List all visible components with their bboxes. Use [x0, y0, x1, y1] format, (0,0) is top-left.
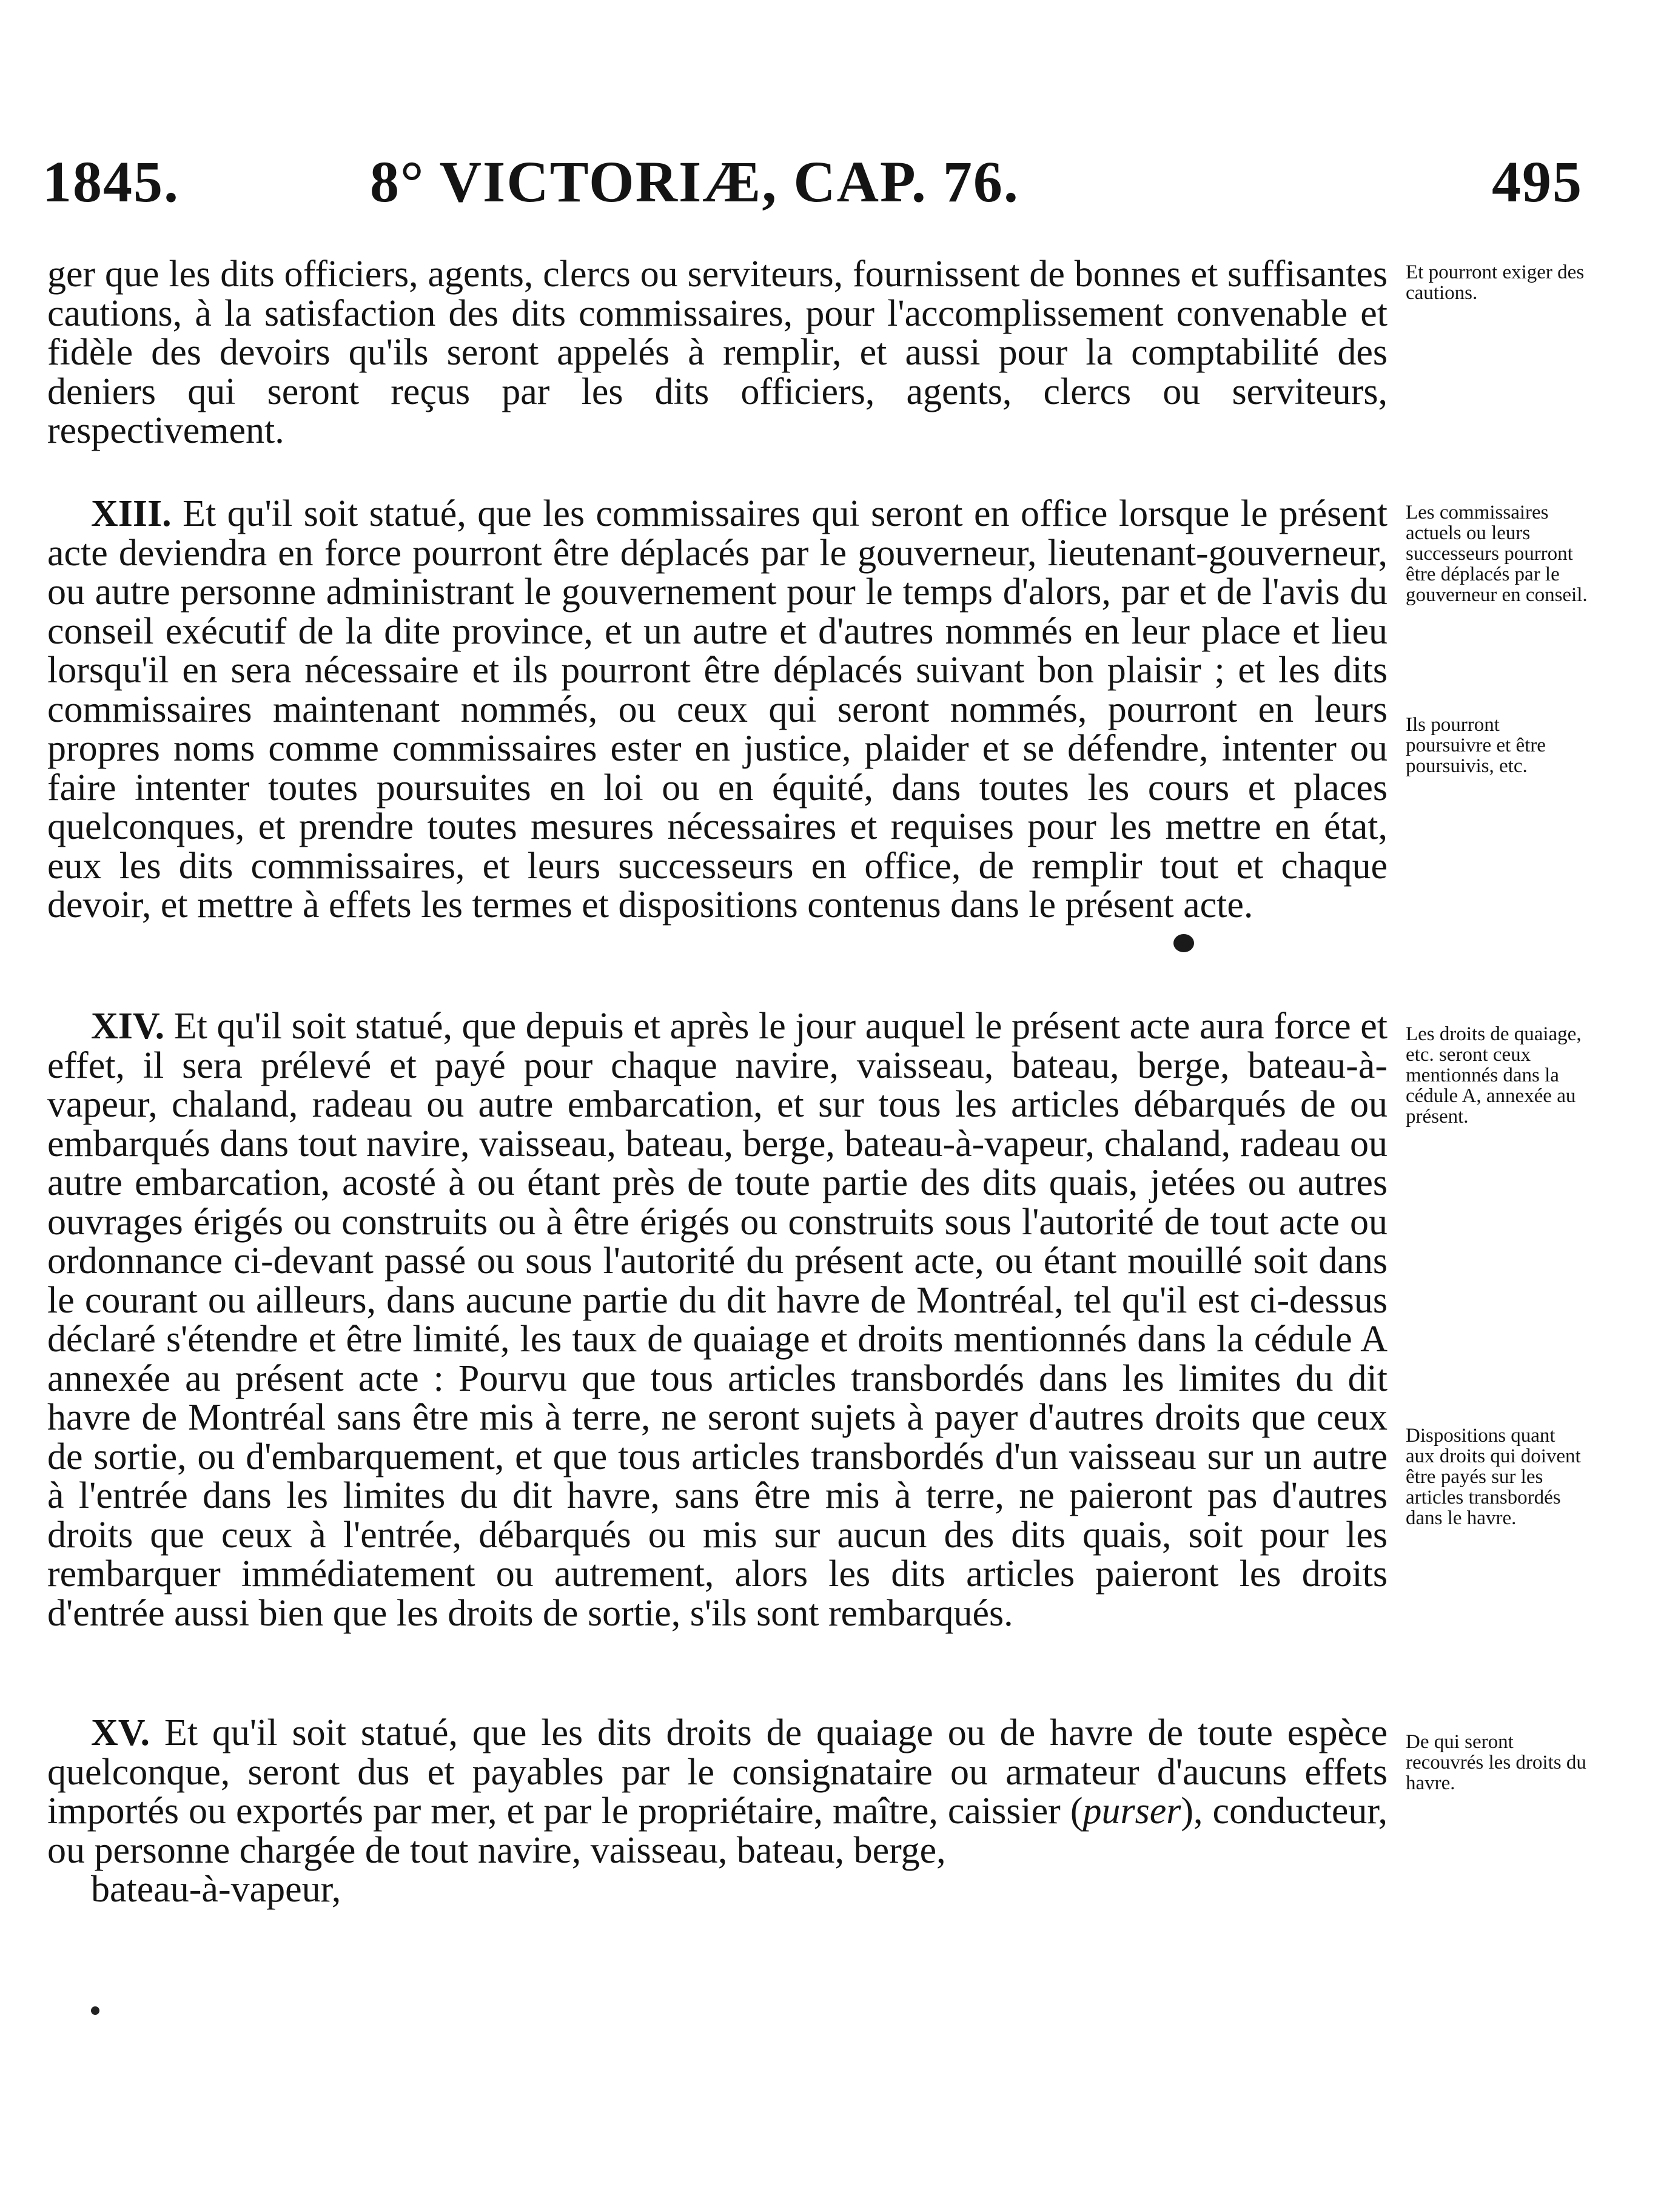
paragraph-text: Et qu'il soit statué, que les dits droits de quaiage ou de havre de toute espèce quelconque, seront dus et payables par le consignataire ou armateur d'aucuns effets importés ou exportés par mer, et par le propriétaire, maître, caissier ( — [47, 1712, 1388, 1832]
stray-mark — [91, 2006, 99, 2015]
margin-note: Les droits de quaiage, etc. seront ceux mentionnés dans la cédule A, annexée au présent. — [1406, 1023, 1582, 1128]
margin-note: Ils pourront poursuivre et être poursuivis, etc. — [1406, 714, 1546, 777]
ink-blot — [1173, 934, 1194, 952]
margin-note: De qui seront recouvrés les droits du havre. — [1406, 1731, 1586, 1794]
paragraph-text: Et qu'il soit statué, que les commissaires qui seront en office lorsque le présent acte deviendra en force pourront être déplacés par le gouverneur, lieutenant-gouverneur, ou autre personne administrant le gouvernement pour le temps d'alors, par et de l'avis du conseil exécutif de la dite province, et un autre et d'autres nommés en leur place et lieu lorsqu'il en sera nécessaire et ils pourront être déplacés suivant bon plaisir ; et les dits commissaires maintenant nommés, ou ceux qui seront nommés, pourront en leurs propres noms comme commissaires ester en justice, plaider et se défendre, intenter ou faire intenter toutes poursuites en loi ou en équité, dans toutes les cours et places quelconques, et prendre toutes mesures nécessaires et requises pour les mettre en état, eux les dits commissaires, et leurs successeurs en office, de remplir tout et chaque devoir, et mettre à effets les termes et dispositions contenus dans le présent acte. — [47, 493, 1388, 926]
paragraph-text: ger que les dits officiers, agents, clercs ou serviteurs, fournissent de bonnes et suffisantes cautions, à la satisfaction des dits commissaires, pour l'accomplissement convenable et fidèle des devoirs qu'ils seront appelés à remplir, et aussi pour la comptabilité des deniers qui seront reçus par les dits officiers, agents, clercs ou serviteurs, respectivement. — [47, 254, 1388, 451]
paragraph-text-continued: ), conducteur, ou personne chargée de tout navire, vaisseau, bateau, berge, — [47, 1790, 1388, 1871]
paragraph-xii-continued — [47, 255, 1388, 451]
page-number: 495 — [1492, 149, 1583, 214]
italic-term: purser — [1082, 1790, 1181, 1832]
paragraph-xiv — [47, 1007, 1388, 1633]
margin-note: Et pourront exiger des cautions. — [1406, 261, 1585, 304]
catchword: bateau-à-vapeur, — [91, 1869, 341, 1910]
header-year: 1845. — [42, 149, 180, 214]
header-title: 8° VICTORIÆ, CAP. 76. — [370, 149, 1019, 214]
paragraph-xv — [47, 1713, 1388, 1909]
section-number: XV. — [91, 1712, 150, 1753]
section-number: XIII. — [91, 493, 172, 534]
paragraph-xiii — [47, 494, 1388, 925]
margin-note: Dispositions quant aux droits qui doivent être payés sur les articles transbordés dans le havre. — [1406, 1425, 1581, 1529]
running-header — [42, 149, 1583, 221]
margin-note: Les commissaires actuels ou leurs successeurs pourront être déplacés par le gouverneur en conseil. — [1406, 502, 1588, 606]
section-number: XIV. — [91, 1006, 165, 1047]
paragraph-text: Et qu'il soit statué, que depuis et après le jour auquel le présent acte aura force et effet, il sera prélevé et payé pour chaque navire, vaisseau, bateau, berge, bateau-à-vapeur, chaland, radeau ou autre embarcation, et sur tous les articles débarqués de ou embarqués dans tout navire, vaisseau, bateau, berge, bateau-à-vapeur, chaland, radeau ou autre embarcation, acosté à ou étant près de toute partie des dits quais, jetées ou autres ouvrages érigés ou construits ou à être érigés ou construits sous l'autorité de tout acte ou ordonnance ci-devant passé ou sous l'autorité du présent acte, ou étant mouillé soit dans le courant ou ailleurs, dans aucune partie du dit havre de Montréal, tel qu'il est ci-dessus déclaré s'étendre et être limité, les taux de quaiage et droits mentionnés dans la cédule A annexée au présent acte : Pourvu que tous articles transbordés dans les limites du dit havre de Montréal sans être mis à terre, ne seront sujets à payer d'autres droits que ceux de sortie, ou d'embarquement, et que tous articles transbordés d'un vaisseau sur un autre à l'entrée dans les limites du dit havre, sans être mis à terre, ne paieront pas d'autres droits que ceux à l'entrée, débarqués ou mis sur aucun des dits quais, soit pour les rembarquer immédiatement ou autrement, alors les dits articles paieront les droits d'entrée aussi bien que les droits de sortie, s'ils sont rembarqués. — [47, 1006, 1388, 1634]
